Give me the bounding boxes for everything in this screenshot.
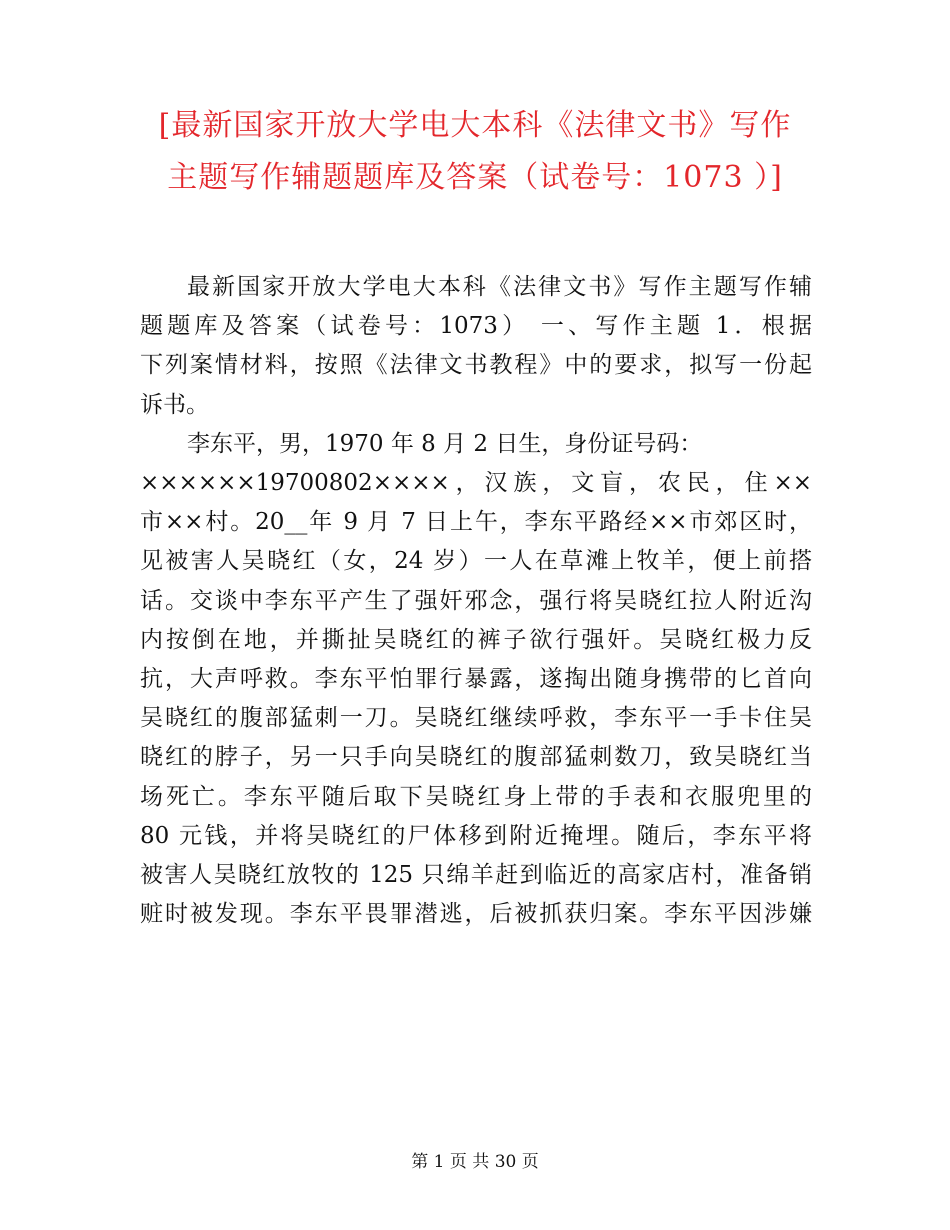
text-line: 市××村。20__年 9 月 7 日上午，李东平路经××市郊区时，	[140, 509, 812, 536]
title-line: [最新国家开放大学电大本科《法律文书》写作	[158, 108, 792, 143]
page-number: 第 1 页 共 30 页	[411, 1152, 539, 1172]
text-line: 内按倒在地，并撕扯吴晓红的裤子欲行强奸。吴晓红极力反	[140, 626, 812, 653]
document-body	[140, 268, 812, 934]
title-line: 主题写作辅题题库及答案（试卷号：1073 ）]	[167, 160, 783, 195]
text-line: 李东平，男，1970 年 8 月 2 日生，身份证号码：	[187, 430, 703, 457]
text-line: 吴晓红的腹部猛刺一刀。吴晓红继续呼救，李东平一手卡住吴	[140, 705, 812, 732]
text-line: 场死亡。李东平随后取下吴晓红身上带的手表和衣服兜里的	[140, 783, 812, 810]
text-line: 见被害人吴晓红（女，24 岁）一人在草滩上牧羊，便上前搭	[140, 548, 812, 575]
text-line: ××××××19700802××××，汉族，文盲，农民，住××	[140, 470, 812, 497]
document-title	[130, 100, 820, 204]
text-line: 80 元钱，并将吴晓红的尸体移到附近掩埋。随后，李东平将	[140, 822, 812, 849]
text-line: 抗，大声呼救。李东平怕罪行暴露，遂掏出随身携带的匕首向	[140, 666, 812, 693]
text-line: 赃时被发现。李东平畏罪潜逃，后被抓获归案。李东平因涉嫌	[140, 901, 812, 928]
text-line: 被害人吴晓红放牧的 125 只绵羊赶到临近的高家店村，准备销	[140, 862, 812, 889]
text-line: 最新国家开放大学电大本科《法律文书》写作主题写作辅	[187, 274, 812, 300]
text-line: 诉书。	[140, 391, 209, 418]
paragraph	[140, 425, 812, 935]
text-line: 话。交谈中李东平产生了强奸邪念，强行将吴晓红拉人附近沟	[140, 587, 812, 614]
text-line: 题题库及答案（试卷号：1073） 一、写作主题 1．根据	[140, 313, 812, 340]
page-footer	[0, 1151, 950, 1173]
text-line: 下列案情材料，按照《法律文书教程》中的要求，拟写一份起	[140, 352, 812, 379]
text-line: 晓红的脖子，另一只手向吴晓红的腹部猛刺数刀，致吴晓红当	[140, 744, 812, 771]
paragraph	[140, 268, 812, 425]
